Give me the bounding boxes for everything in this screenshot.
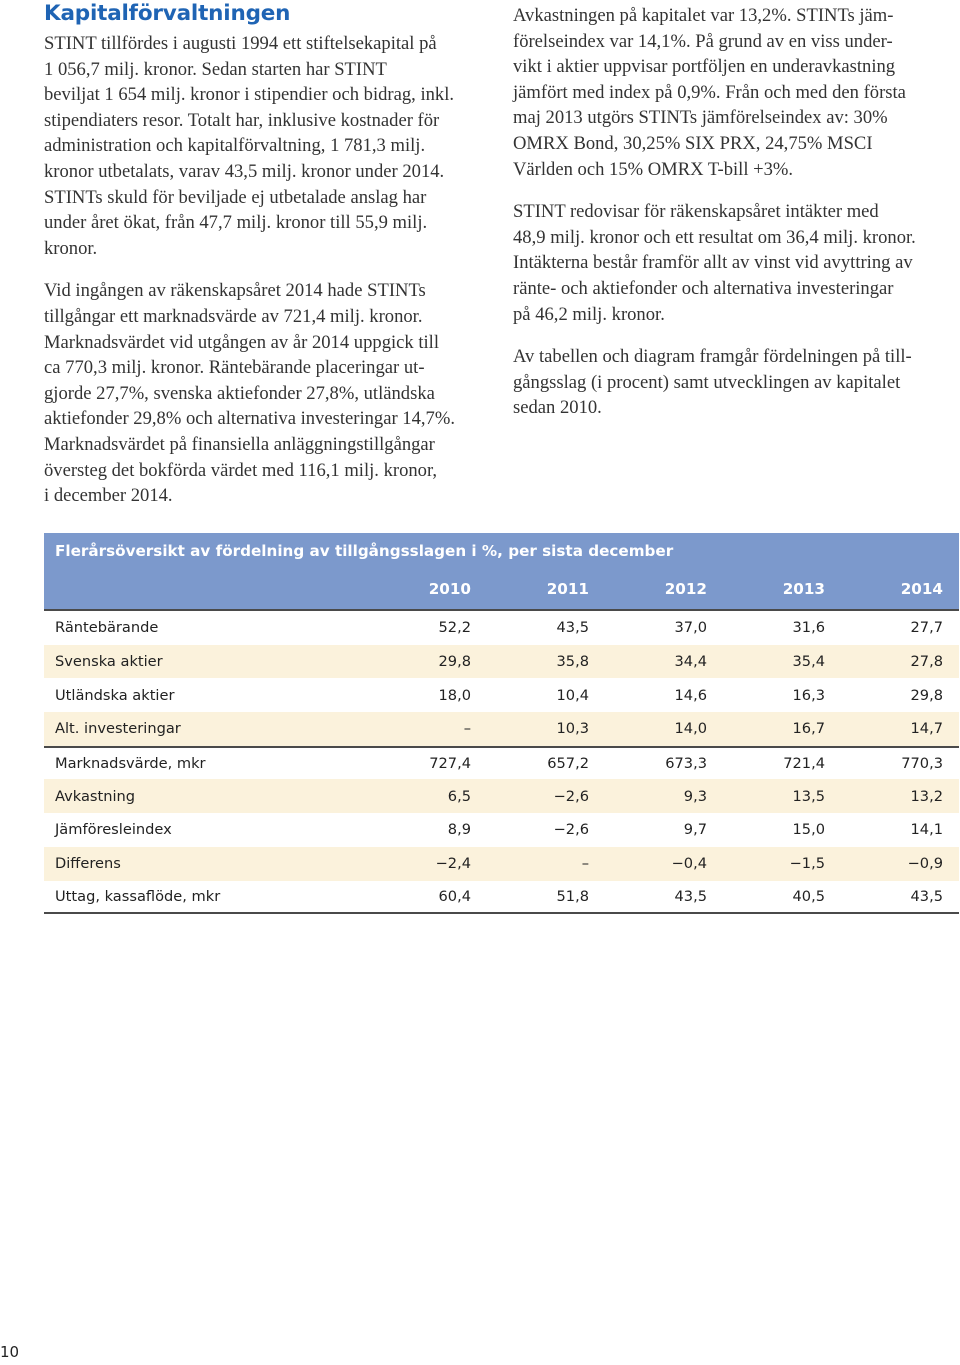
value-cell: 14,7 [910,720,943,738]
paragraph: Avkastningen på kapitalet var 13,2%. STINTs jäm- förelseindex var 14,1%. På grund av en viss under- vikt i aktier uppvisar portföljen en underavkastning jämfört med index på 0,9%. Från och med den första maj 2013 utgörs STINTs jämförelseindex av: 30% OMRX Bond, 30,25% SIX PRX, 24,75% MSCI Världen och 15% OMRX T-bill +3%. [513,5,906,180]
value-cell: 727,4 [429,755,471,773]
header-year: 2013 [782,580,825,598]
value-cell: −0,9 [907,855,943,873]
value-cell: 18,0 [438,686,471,704]
table-row [44,611,959,645]
header-year: 2012 [664,580,707,598]
right-column [513,3,960,438]
value-cell: −1,5 [789,855,825,873]
row-label: Svenska aktier [55,653,163,671]
value-cell: 657,2 [547,755,589,773]
value-cell: 770,3 [901,755,943,773]
value-cell: – [581,855,589,873]
value-cell: 60,4 [438,887,471,905]
row-label: Räntebärande [55,619,159,637]
page-number: 10 [0,1343,20,1361]
value-cell: 27,8 [910,653,943,671]
value-cell: 9,3 [683,787,707,805]
header-year: 2011 [546,580,589,598]
paragraph: STINT tillfördes i augusti 1994 ett stiftelsekapital på 1 056,7 milj. kronor. Sedan starten har STINT beviljat 1 654 milj. kronor i stipendier och bidrag, inkl. stipendiaters resor. Totalt har, inklusive kostnader för administration och kapitalförvaltning, 1 781,3 milj. kronor utbetalats, varav 43,5 milj. kronor under 2014. STINTs skuld för beviljade ej utbetalade anslag har under året ökat, från 47,7 milj. kronor till 55,9 milj. kronor. [44,33,455,259]
value-cell: −0,4 [671,855,707,873]
table-title: Flerårsöversikt av fördelning av tillgångsslagen i %, per sista december [44,533,959,569]
value-cell: 16,3 [792,686,825,704]
left-column [44,31,500,526]
value-cell: 10,4 [556,686,589,704]
paragraph: Vid ingången av räkenskapsåret 2014 hade STINTs tillgångar ett marknadsvärde av 721,4 milj. kronor. Marknadsvärdet vid utgången av år 2014 uppgick till ca 770,3 milj. kronor. Räntebärande placeringar ut- gjorde 27,7%, svenska aktiefonder 27,8%, utländska aktiefonder 29,8% och alternativa investeringar 14,7%. Marknadsvärdet på finansiella anläggningstillgångar översteg det bokförda värdet med 116,1 milj. kronor, i december 2014. [44,280,455,507]
value-cell: 721,4 [783,755,825,773]
value-cell: 52,2 [438,619,471,637]
value-cell: −2,6 [553,821,589,839]
value-cell: 14,1 [910,821,943,839]
value-cell: 40,5 [792,887,825,905]
row-label: Alt. investeringar [55,720,181,738]
value-cell: 13,5 [792,787,825,805]
value-cell: 14,0 [674,720,707,738]
value-cell: −2,6 [553,787,589,805]
value-cell: 37,0 [674,619,707,637]
header-year: 2014 [900,580,943,598]
value-cell: 43,5 [910,887,943,905]
table-body [44,611,959,914]
value-cell: 43,5 [674,887,707,905]
table-header-row [44,569,959,611]
value-cell: 29,8 [910,686,943,704]
value-cell: 10,3 [556,720,589,738]
row-label: Avkastning [55,787,136,805]
value-cell: 51,8 [556,887,589,905]
row-label: Jämföresleindex [55,821,172,839]
value-cell: 9,7 [683,821,707,839]
value-cell: −2,4 [435,855,471,873]
value-cell: 27,7 [910,619,943,637]
page-heading: Kapitalförvaltningen [44,1,291,26]
table-row [44,645,959,679]
value-cell: – [463,720,471,738]
row-label: Uttag, kassaflöde, mkr [55,887,221,905]
table-row [44,746,959,780]
table-row [44,678,959,712]
value-cell: 13,2 [910,787,943,805]
value-cell: 673,3 [665,755,707,773]
value-cell: 34,4 [674,653,707,671]
value-cell: 16,7 [792,720,825,738]
row-label: Utländska aktier [55,686,175,704]
allocation-table [44,533,959,914]
header-year: 2010 [428,580,471,598]
table-row [44,847,959,881]
value-cell: 35,4 [792,653,825,671]
table-row [44,779,959,813]
value-cell: 6,5 [447,787,471,805]
value-cell: 15,0 [792,821,825,839]
value-cell: 35,8 [556,653,589,671]
row-label: Differens [55,855,121,873]
row-label: Marknadsvärde, mkr [55,755,206,773]
table-row [44,712,959,746]
value-cell: 8,9 [447,821,471,839]
table-row [44,813,959,847]
value-cell: 43,5 [556,619,589,637]
value-cell: 31,6 [792,619,825,637]
table-row [44,881,959,915]
value-cell: 14,6 [674,686,707,704]
paragraph: Av tabellen och diagram framgår fördelningen på till- gångsslag (i procent) samt utvecklingen av kapitalet sedan 2010. [513,346,912,419]
paragraph: STINT redovisar för räkenskapsåret intäkter med 48,9 milj. kronor och ett resultat om 36,4 milj. kronor. Intäkterna består framför allt av vinst vid avyttring av ränte- och aktiefonder och alternativa investeringar på 46,2 milj. kronor. [513,201,916,325]
value-cell: 29,8 [438,653,471,671]
